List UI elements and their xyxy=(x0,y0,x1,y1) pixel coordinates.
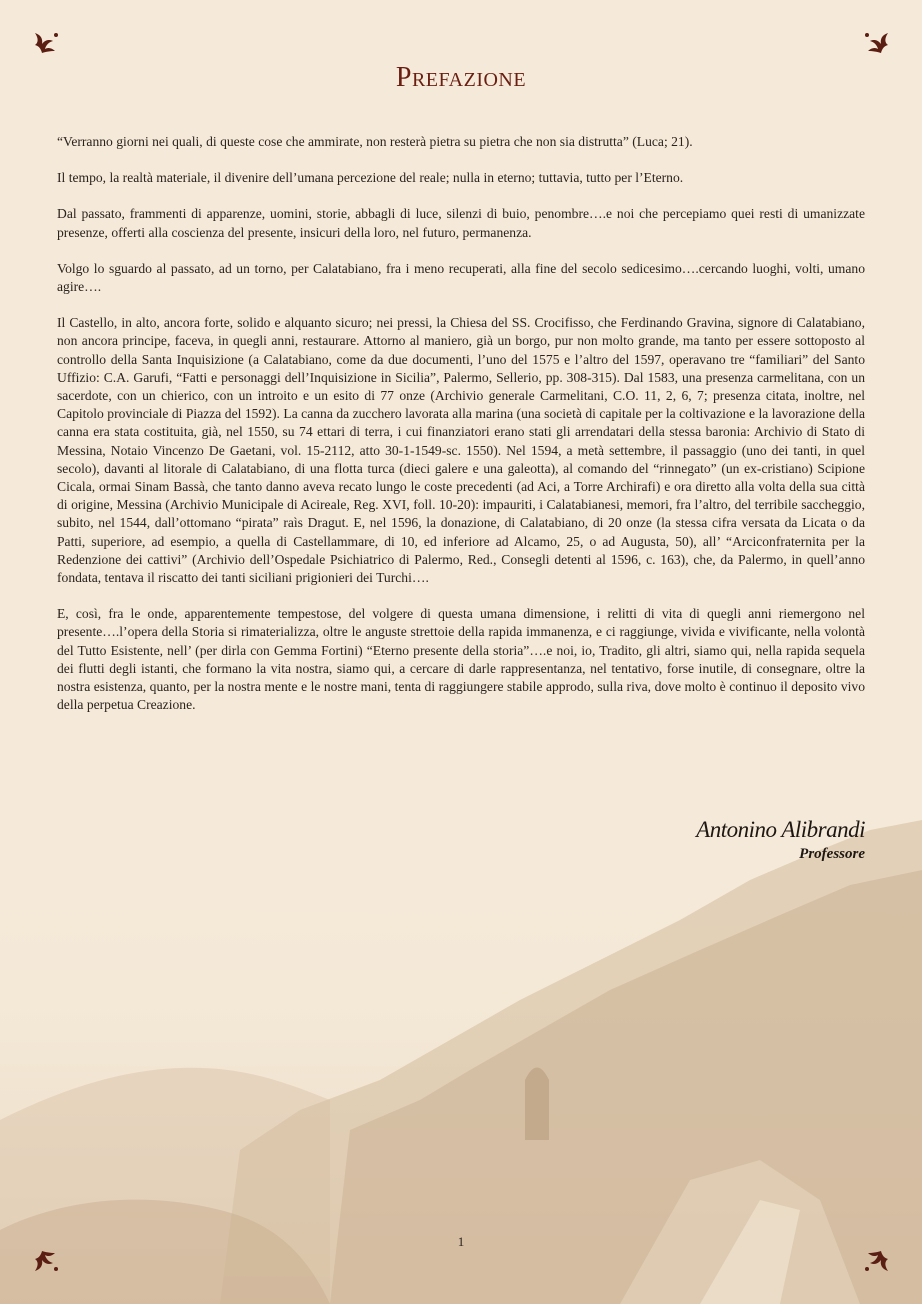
paragraph: E, così, fra le onde, apparentemente tempestose, del volgere di questa umana dimensione, i relitti di vita di quegli anni riemergono nel presente….l’opera della Storia si rimaterializza, oltre le anguste strettoie della rapida immanenza, e ci raggiunge, vivida e vivificante, nella volontà del Tutto Esistente, nell’ (per dirla con Gemma Fortini) “Eterno presente della storia”….e noi, io, Tradito, gli altri, siamo qui, nella rapida sequela dei flutti degli istanti, che formano la vita nostra, siamo qui, a cercare di darle rappresentanza, nel tentativo, forse inutile, di consegnare, oltre la nostra esistenza, quanto, per la nostra mente e le nostre mani, tenta di raggiungere stabile approdo, sulla riva, dove molto è continuo il deposito vivo della perpetua Creazione. xyxy=(57,606,865,713)
paragraph: Il Castello, in alto, ancora forte, solido e alquanto sicuro; nei pressi, la Chiesa del SS. Crocifisso, che Ferdinando Gravina, signore di Calatabiano, non ancora principe, faceva, in quegli anni, restaurare. Attorno al maniero, già un borgo, pur non molto grande, ma tanto per essere sottoposto al controllo della Santa Inquisizione (a Calatabiano, come da due documenti, l’uno del 1575 e l’altro del 1597, operavano tre “familiari” del Santo Uffizio: C.A. Garufi, “Fatti e personaggi dell’Inquisizione in Sicilia”, Palermo, Sellerio, pp. 308-315). Dal 1583, una presenza carmelitana, con un sacerdote, con un chierico, con un introito e un esito di 77 onze (Archivio generale Carmelitani, C.O. 11, 2, 6, 7; presenza citata, inoltre, nel Capitolo provinciale di Piazza del 1592). La canna da zucchero lavorata alla marina (una società di capitale per la coltivazione e la lavorazione della canna era stata costituita, già, nel 1550, su 74 ettari di terra, i cui finanziatori erano stati gli arrendatari della stessa baronia: Archivio di Stato di Messina, Notaio Vincenzo De Gaetani, vol. 15-2112, atto 30-1-1549-sc. 1550). Nel 1594, a metà settembre, il passaggio (uno dei tanti, in quel secolo), davanti al litorale di Calatabiano, di una flotta turca (dieci galere e una galeotta), al comando del “rinnegato” (un ex-cristiano) Scipione Cicala, ormai Sinam Bassà, che tanto danno aveva recato lungo le coste precedenti (ad Aci, a Torre Archirafi) e ora diretto alla volta della sua città di origine, Messina (Archivio Municipale di Acireale, Reg. XVI, foll. 10-20): impauriti, i Calatabianesi, memori, fra l’altro, del terribile saccheggio, subito, nel 1544, dall’ottomano “pirata” raìs Dragut. E, nel 1596, la donazione, di Calatabiano, di 20 onze (la stessa cifra versata da Licata o da Patti, superiore, ad esempio, a quella di Castellammare, di 10, ed inferiore ad Alcamo, 25, o ad Augusta, 50), all’ “Arciconfraternita per la Redenzione dei cattivi” (Archivio dell’Ospedale Psichiatrico di Palermo, Red., Consegli detenti al 1596, c. 163), che, da Palermo, in quell’anno fondata, tentava il riscatto dei tanti siciliani prigionieri dei Turchi…. xyxy=(57,315,865,586)
page-number: 1 xyxy=(457,1234,465,1249)
paragraph: Il tempo, la realtà materiale, il divenire dell’umana percezione del reale; nulla in eterno; tuttavia, tutto per l’Eterno. xyxy=(57,170,684,186)
fleuron-ornament-icon xyxy=(864,31,890,55)
fleuron-ornament-icon xyxy=(33,1249,59,1273)
paragraph: Dal passato, frammenti di apparenze, uomini, storie, abbagli di luce, silenzi di buio, penombre….e noi che percepiamo quei resti di umanizzate presenze, offerti alla coscienza del presente, insicuri della loro, nel futuro, permanenza. xyxy=(57,206,865,240)
paragraph: Volgo lo sguardo al passato, ad un torno, per Calatabiano, fra i meno recuperati, alla fine del secolo sedicesimo….cercando luoghi, volti, umano agire…. xyxy=(57,260,865,295)
author-role: Professore xyxy=(799,846,865,862)
author-signature: Antonino Alibrandi xyxy=(696,817,865,842)
signature-block xyxy=(696,816,865,864)
fleuron-ornament-icon xyxy=(33,31,59,55)
paragraph-quote: “Verranno giorni nei quali, di queste cose che ammirate, non resterà pietra su pietra che non sia distrutta” (Luca; 21). xyxy=(57,134,693,149)
preface-body xyxy=(57,133,865,732)
page-title: Prefazione xyxy=(395,62,527,93)
fleuron-ornament-icon xyxy=(864,1249,890,1273)
